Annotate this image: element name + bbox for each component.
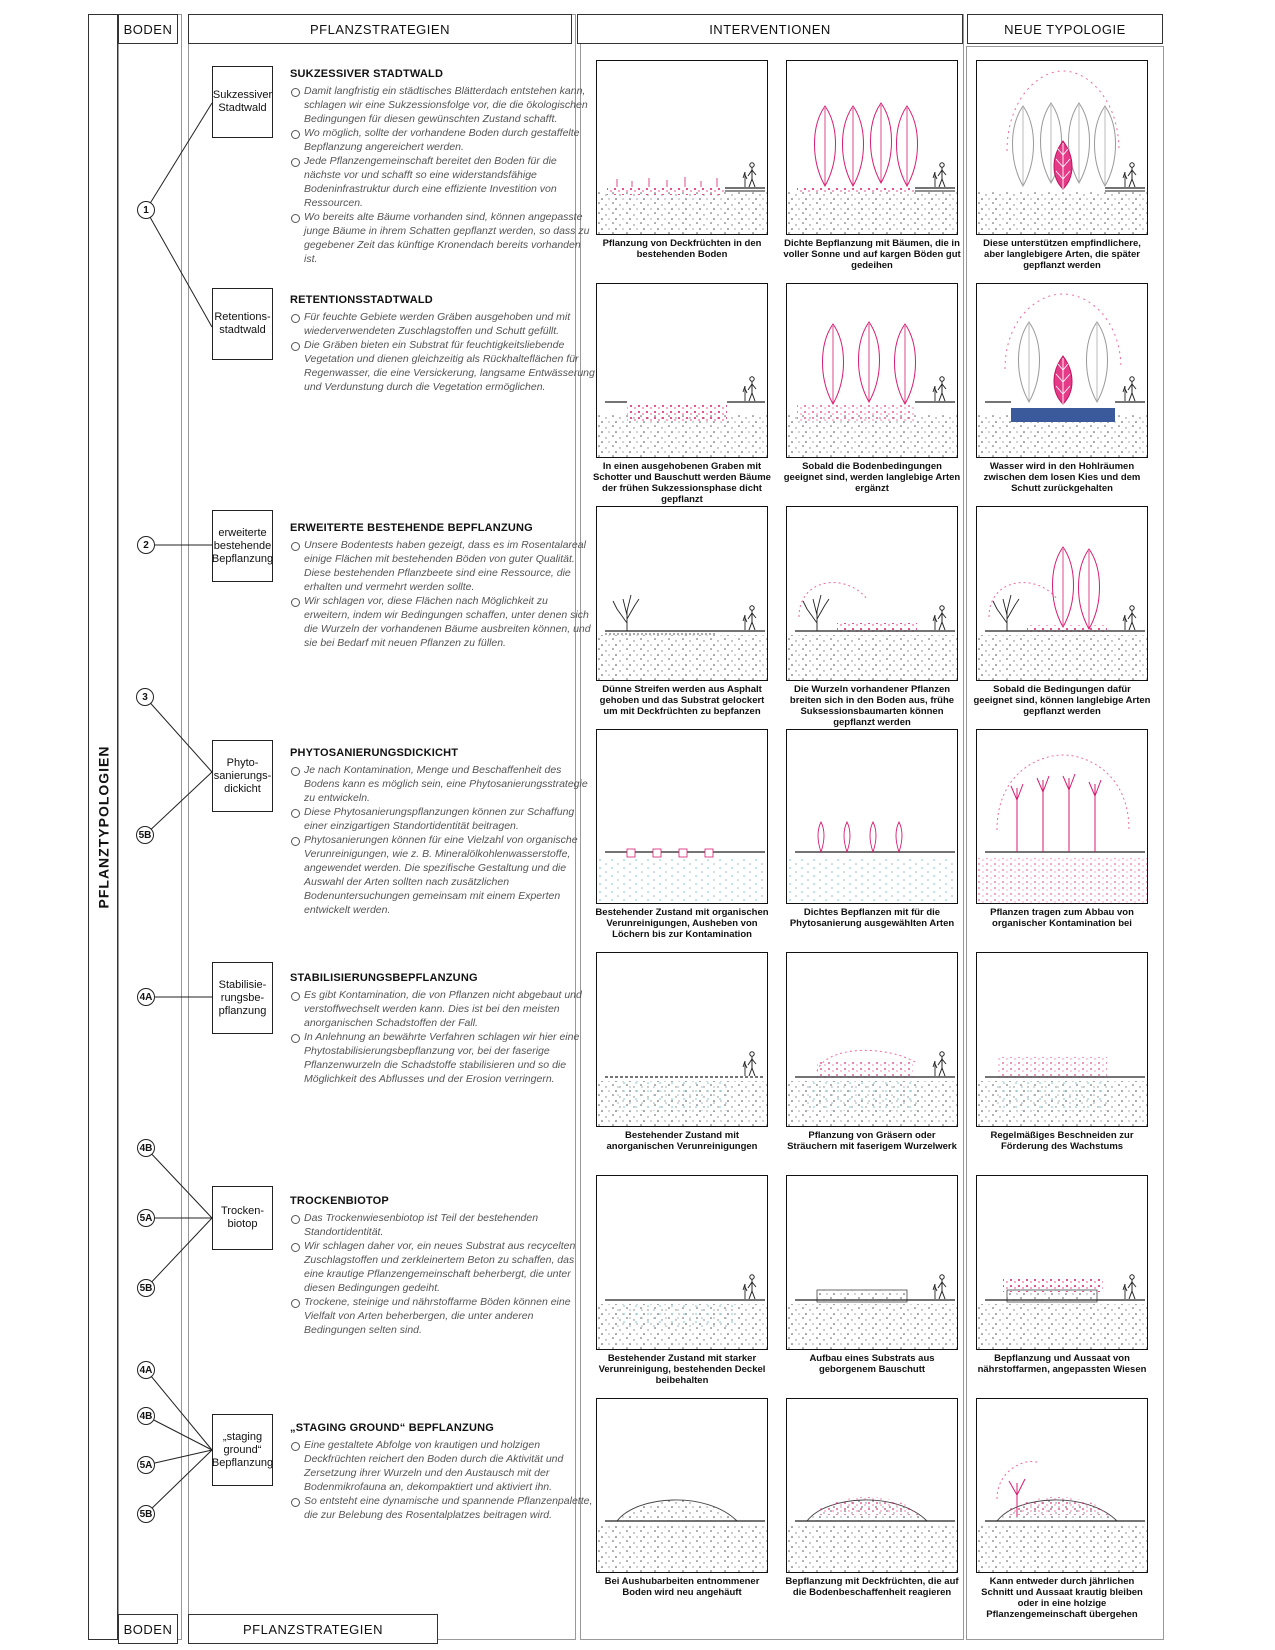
illustration xyxy=(787,61,958,235)
caption: Dichtes Bepflanzen mit für die Phytosanierung ausgewählten Arten xyxy=(789,907,955,929)
panel-r1-c1 xyxy=(596,60,768,235)
illustration xyxy=(597,507,768,681)
bullet-item: Jede Pflanzengemeinschaft bereitet den Boden für die nächste vor und schafft so eine widerstandsfähige Bodeninfrastruktur durch eine effiziente Investition von Ressourcen. xyxy=(290,154,595,210)
bullet-item: Phytosanierungen können für eine Vielzahl von organische Verunreinigungen, wie z. B. Mineralölkohlenwasserstoffe, angewendet werden. Die spezifische Gestaltung und die Auswahl der Arten sollten nach zusätzlichen Bodenuntersuchungen gemeinsam mit einem Experten entwickelt werden. xyxy=(290,833,595,917)
illustration xyxy=(597,284,768,458)
panel-r2-c3 xyxy=(976,283,1148,458)
badge-3: 3 xyxy=(136,688,154,706)
badge-4a: 4A xyxy=(137,1361,155,1379)
panel-r3-c3 xyxy=(976,506,1148,681)
illustration xyxy=(597,1399,768,1573)
typology-box-phytosanierung: Phyto-sanierungs-dickicht xyxy=(212,740,273,812)
caption: Dünne Streifen werden aus Asphalt gehoben und das Substrat gelockert um mit Deckfrüchten zu bepfanzen xyxy=(599,684,765,717)
bullet-list xyxy=(290,1211,595,1337)
header-interventionen: INTERVENTIONEN xyxy=(577,14,963,44)
illustration xyxy=(977,61,1148,235)
panel-r3-c2 xyxy=(786,506,958,681)
section-title: STABILISIERUNGSBEPFLANZUNG xyxy=(290,972,478,984)
caption: Pflanzen tragen zum Abbau von organischer Kontamination bei xyxy=(990,907,1134,929)
typology-box-sukzessiver-stadtwald: Sukzessiver Stadtwald xyxy=(212,66,273,138)
panel-r7-c1 xyxy=(596,1398,768,1573)
illustration xyxy=(787,284,958,458)
typology-box-stabilisierung: Stabilisie-rungsbe-pflanzung xyxy=(212,962,273,1034)
bullet-item: Wo bereits alte Bäume vorhanden sind, können angepasste junge Bäume in ihrem Schatten gepflanzt werden, so dass zu gegebener Zeit das künftige Kronendach bereits vorhanden ist. xyxy=(290,210,595,266)
panel-r6-c2 xyxy=(786,1175,958,1350)
bullet-item: Für feuchte Gebiete werden Gräben ausgehoben und mit wiederverwendeten Zuschlagstoffen und Schutt gefüllt. xyxy=(290,310,595,338)
illustration xyxy=(977,1176,1148,1350)
caption: Pflanzung von Gräsern oder Sträuchern mit faserigem Wurzelwerk xyxy=(787,1130,957,1152)
caption: Sobald die Bedingungen dafür geeignet sind, können langlebige Arten gepflanzt werden xyxy=(973,684,1151,717)
badge-2: 2 xyxy=(137,536,155,554)
illustration xyxy=(787,1399,958,1573)
bullet-item: Damit langfristig ein städtisches Blätterdach entstehen kann, schlagen wir eine Sukzessionsfolge vor, die die ökologischen Bedingungen für diesen gewünschten Zustand schafft. xyxy=(290,84,595,126)
bullet-item: So entsteht eine dynamische und spannende Pflanzenpalette, die zur Belebung des Rosentalplatzes beitragen wird. xyxy=(290,1494,595,1522)
badge-5b: 5B xyxy=(137,1279,155,1297)
illustration xyxy=(597,1176,768,1350)
bullet-item: Eine gestaltete Abfolge von krautigen und holzigen Deckfrüchten reichert den Boden durch die Aktivität und Zersetzung ihrer Wurzeln und den Austausch mit der Bodenmikrofauna an, dekompaktiert und aktiviert ihn. xyxy=(290,1438,595,1494)
section-title: RETENTIONSSTADTWALD xyxy=(290,294,433,306)
illustration xyxy=(787,730,958,904)
badge-4b: 4B xyxy=(137,1407,155,1425)
badge-5a: 5A xyxy=(137,1209,155,1227)
illustration xyxy=(787,507,958,681)
caption: Regelmäßiges Beschneiden zur Förderung des Wachstums xyxy=(990,1130,1134,1152)
bullet-item: Wir schlagen vor, diese Flächen nach Möglichkeit zu erweitern, indem wir Bedingungen schaffen, unter denen sich die Wurzeln der vorhandenen Bäume ausbreiten können, und sie bei Bedarf mit neuen Pflanzen zu füllen. xyxy=(290,594,595,650)
panel-r2-c1 xyxy=(596,283,768,458)
bullet-list xyxy=(290,1438,595,1522)
typology-box-retentionsstadtwald: Retentions-stadtwald xyxy=(212,288,273,360)
caption: Bei Aushubarbeiten entnommener Boden wird neu angehäuft xyxy=(604,1576,760,1598)
bullet-list xyxy=(290,84,595,266)
footer-boden: BODEN xyxy=(118,1614,178,1644)
illustration xyxy=(977,284,1148,458)
illustration xyxy=(977,953,1148,1127)
section-title: TROCKENBIOTOP xyxy=(290,1195,389,1207)
section-title: PHYTOSANIERUNGSDICKICHT xyxy=(290,747,459,759)
bullet-list xyxy=(290,763,595,917)
caption: Kann entweder durch jährlichen Schnitt und Aussaat krautig bleiben oder in eine holzige Pflanzengemeinschaft übergehen xyxy=(981,1576,1143,1620)
panel-r4-c3 xyxy=(976,729,1148,904)
caption: Dichte Bepflanzung mit Bäumen, die in voller Sonne und auf kargen Böden gut gedeihen xyxy=(783,238,961,271)
illustration xyxy=(787,953,958,1127)
caption: Die Wurzeln vorhandener Pflanzen breiten sich in den Boden aus, frühe Suksessionsbaumarten können gepflanzt werden xyxy=(789,684,955,728)
panel-r2-c2 xyxy=(786,283,958,458)
panel-r3-c1 xyxy=(596,506,768,681)
badge-1: 1 xyxy=(137,201,155,219)
panel-r5-c1 xyxy=(596,952,768,1127)
bullet-item: Wo möglich, sollte der vorhandene Boden durch gestaffelte Bepflanzung angereichert werden. xyxy=(290,126,595,154)
caption: Bepflanzung und Aussaat von nährstoffarmen, angepassten Wiesen xyxy=(977,1353,1147,1375)
badge-5a: 5A xyxy=(137,1456,155,1474)
caption: Bestehender Zustand mit starker Verunreinigung, bestehenden Deckel beibehalten xyxy=(598,1353,766,1386)
typology-box-staging-ground: „staging ground“ Bepflanzung xyxy=(212,1414,273,1486)
bullet-item: Wir schlagen daher vor, ein neues Substrat aus recycelten Zuschlagstoffen und zerkleinertem Beton zu schaffen, das eine krautige Pflanzengemeinschaft beherbergt, die unter diesen Bedingungen gedeiht. xyxy=(290,1239,595,1295)
illustration xyxy=(977,1399,1148,1573)
illustration xyxy=(597,730,768,904)
panel-r7-c2 xyxy=(786,1398,958,1573)
panel-r1-c3 xyxy=(976,60,1148,235)
illustration xyxy=(977,730,1148,904)
header-neue-typologie: NEUE TYPOLOGIE xyxy=(967,14,1163,44)
bullet-list xyxy=(290,310,595,394)
panel-r7-c3 xyxy=(976,1398,1148,1573)
illustration xyxy=(597,61,768,235)
bullet-item: Je nach Kontamination, Menge und Beschaffenheit des Bodens kann es möglich sein, eine Phytosanierungsstrategie zu entwickeln. xyxy=(290,763,595,805)
side-title-text: PFLANZTYPOLOGIEN xyxy=(95,745,111,909)
bullet-item: Das Trockenwiesenbiotop ist Teil der bestehenden Standortidentität. xyxy=(290,1211,595,1239)
typology-box-erweiterte-bepflanzung: erweiterte bestehende Bepflanzung xyxy=(212,510,273,582)
section-title: „STAGING GROUND“ BEPFLANZUNG xyxy=(290,1422,495,1434)
bullet-item: Trockene, steinige und nährstoffarme Böden können eine Vielfalt von Arten beherbergen, die unter anderen Bedingungen selten sind. xyxy=(290,1295,595,1337)
bullet-item: Diese Phytosanierungspflanzungen können zur Schaffung einer einzigartigen Standortidentität beitragen. xyxy=(290,805,595,833)
illustration xyxy=(977,507,1148,681)
footer-pflanzstrategien: PFLANZSTRATEGIEN xyxy=(188,1614,438,1644)
bullet-item: Es gibt Kontamination, die von Pflanzen nicht abgebaut und verstoffwechselt werden kann. Dies ist bei den meisten anorganischen Schadstoffen der Fall. xyxy=(290,988,595,1030)
bullet-item: Die Gräben bieten ein Substrat für feuchtigkeitsliebende Vegetation und dienen gleichzeitig als Rückhalteflächen für Regenwasser, die eine Versickerung, langsame Entwässerung und Verdunstung durch die Vegetation ermöglichen. xyxy=(290,338,595,394)
header-pflanzstrategien: PFLANZSTRATEGIEN xyxy=(188,14,572,44)
caption: Wasser wird in den Hohlräumen zwischen dem losen Kies und dem Schutt zurückgehalten xyxy=(983,461,1141,494)
section-title: SUKZESSIVER STADTWALD xyxy=(290,68,444,80)
caption: Aufbau eines Substrats aus geborgenem Bauschutt xyxy=(809,1353,935,1375)
caption: Bepflanzung mit Deckfrüchten, die auf die Bodenbeschaffenheit reagieren xyxy=(785,1576,959,1598)
bullet-item: Unsere Bodentests haben gezeigt, dass es im Rosentalareal einige Flächen mit bestehenden Böden von guter Qualität. Diese bestehenden Pflanzbeete sind eine Ressource, die erhalten und vermehrt werden sollte. xyxy=(290,538,595,594)
badge-5b: 5B xyxy=(136,826,154,844)
section-title: ERWEITERTE BESTEHENDE BEPFLANZUNG xyxy=(290,522,533,534)
panel-r6-c1 xyxy=(596,1175,768,1350)
caption: In einen ausgehobenen Graben mit Schotter und Bauschutt werden Bäume der frühen Sukzessionsphase dicht gepflanzt xyxy=(593,461,771,505)
illustration xyxy=(597,953,768,1127)
caption: Diese unterstützen empfindlichere, aber langlebigere Arten, die später gepflanzt werden xyxy=(983,238,1141,271)
panel-r1-c2 xyxy=(786,60,958,235)
bullet-list xyxy=(290,988,595,1086)
bullet-list xyxy=(290,538,595,650)
caption: Pflanzung von Deckfrüchten in den bestehenden Boden xyxy=(602,238,762,260)
bullet-item: In Anlehnung an bewährte Verfahren schlagen wir hier eine Phytostabilisierungsbepflanzung vor, bei der faserige Pflanzenwurzeln die Schadstoffe stabilisieren und so die Möglichkeit des Abflusses und der Erosion verringern. xyxy=(290,1030,595,1086)
panel-r6-c3 xyxy=(976,1175,1148,1350)
caption: Sobald die Bodenbedingungen geeignet sind, werden langlebige Arten ergänzt xyxy=(783,461,961,494)
badge-5b: 5B xyxy=(137,1505,155,1523)
badge-4a: 4A xyxy=(137,988,155,1006)
caption: Bestehender Zustand mit anorganischen Verunreinigungen xyxy=(606,1130,758,1152)
panel-r4-c1 xyxy=(596,729,768,904)
illustration xyxy=(787,1176,958,1350)
caption: Bestehender Zustand mit organischen Verunreinigungen, Ausheben von Löchern bis zur Kontamination xyxy=(595,907,769,940)
panel-r5-c2 xyxy=(786,952,958,1127)
panel-r4-c2 xyxy=(786,729,958,904)
panel-r5-c3 xyxy=(976,952,1148,1127)
badge-4b: 4B xyxy=(137,1139,155,1157)
header-boden: BODEN xyxy=(118,14,178,44)
typology-box-trockenbiotop: Trocken-biotop xyxy=(212,1186,273,1250)
